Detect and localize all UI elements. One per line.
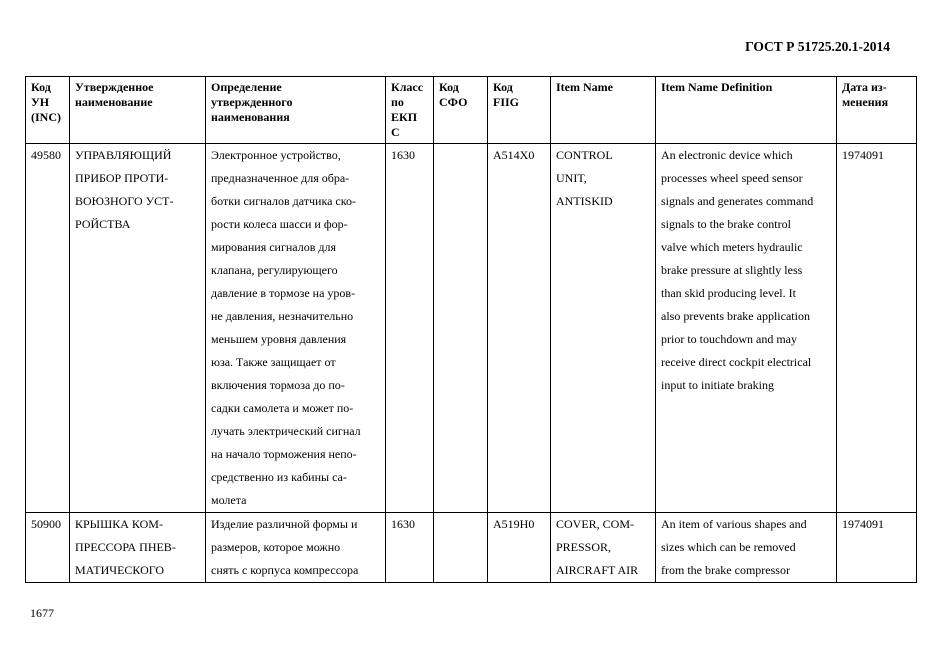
cell-line: снять с корпуса компрессора xyxy=(211,563,359,577)
cell-item-name-definition xyxy=(656,144,837,513)
header-line: Код xyxy=(493,80,513,94)
cell-class: 1630 xyxy=(386,513,434,583)
cell-inc: 49580 xyxy=(26,144,70,513)
cell-line: prior to touchdown and may xyxy=(661,332,797,346)
cell-line: than skid producing level. It xyxy=(661,286,796,300)
header-line: СФО xyxy=(439,95,468,109)
header-inc xyxy=(26,77,70,144)
cell-line: processes wheel speed sensor xyxy=(661,171,803,185)
header-line: ЕКП xyxy=(391,110,418,124)
cell-fiig-code: A514X0 xyxy=(488,144,551,513)
cell-line: ПРЕССОРА ПНЕВ- xyxy=(75,540,176,554)
cell-change-date: 1974091 xyxy=(837,144,917,513)
header-line: Утвержденное xyxy=(75,80,154,94)
cell-line: Электронное устройство, xyxy=(211,148,341,162)
table-header-row xyxy=(26,77,917,144)
cell-line: на начало торможения непо- xyxy=(211,447,357,461)
header-line: Item Name xyxy=(556,80,613,94)
page-number: 1677 xyxy=(30,606,54,620)
header-line: наименование xyxy=(75,95,153,109)
cell-change-date: 1974091 xyxy=(837,513,917,583)
header-class xyxy=(386,77,434,144)
cell-line: CONTROL xyxy=(556,148,613,162)
cell-line: input to initiate braking xyxy=(661,378,774,392)
cell-line: средственно из кабины са- xyxy=(211,470,347,484)
cell-line: садки самолета и может по- xyxy=(211,401,354,415)
nomenclature-table xyxy=(25,76,917,583)
cell-line: sizes which can be removed xyxy=(661,540,796,554)
header-line: по xyxy=(391,95,404,109)
header-line: Код xyxy=(439,80,459,94)
cell-line: UNIT, xyxy=(556,171,587,185)
cell-line: ВОЮЗНОГО УСТ- xyxy=(75,194,174,208)
table-row xyxy=(26,144,917,513)
header-line: Item Name Definition xyxy=(661,80,773,94)
cell-line: включения тормоза до по- xyxy=(211,378,345,392)
table-row xyxy=(26,513,917,583)
header-line: С xyxy=(391,125,400,139)
cell-line: An item of various shapes and xyxy=(661,517,807,531)
cell-item-name xyxy=(551,513,656,583)
cell-line: also prevents brake application xyxy=(661,309,810,323)
cell-line: ботки сигналов датчика ско- xyxy=(211,194,356,208)
header-line: Класс xyxy=(391,80,424,94)
header-approved-name xyxy=(70,77,206,144)
cell-line: предназначенное для обра- xyxy=(211,171,350,185)
header-line: наименования xyxy=(211,110,290,124)
header-line: FIIG xyxy=(493,95,520,109)
cell-sfo-code xyxy=(434,513,488,583)
cell-line: Изделие различной формы и xyxy=(211,517,358,531)
cell-line: PRESSOR, xyxy=(556,540,612,554)
cell-line: размеров, которое можно xyxy=(211,540,341,554)
cell-line: лучать электрический сигнал xyxy=(211,424,361,438)
header-sfo-code xyxy=(434,77,488,144)
cell-line: юза. Также защищает от xyxy=(211,355,336,369)
cell-name-definition xyxy=(206,144,386,513)
cell-line: signals to the brake control xyxy=(661,217,791,231)
cell-item-name xyxy=(551,144,656,513)
header-line: менения xyxy=(842,95,889,109)
cell-line: молета xyxy=(211,493,247,507)
cell-line: COVER, COM- xyxy=(556,517,635,531)
cell-line: давление в тормозе на уров- xyxy=(211,286,356,300)
cell-sfo-code xyxy=(434,144,488,513)
header-name-definition xyxy=(206,77,386,144)
cell-approved-name xyxy=(70,513,206,583)
cell-fiig-code: A519H0 xyxy=(488,513,551,583)
cell-line: не давления, незначительно xyxy=(211,309,354,323)
header-line: Код xyxy=(31,80,51,94)
cell-line: brake pressure at slightly less xyxy=(661,263,803,277)
header-line: (INC) xyxy=(31,110,61,124)
header-change-date xyxy=(837,77,917,144)
header-line: УН xyxy=(31,95,50,109)
cell-line: меньшем уровня давления xyxy=(211,332,347,346)
cell-item-name-definition xyxy=(656,513,837,583)
cell-line: ПРИБОР ПРОТИ- xyxy=(75,171,169,185)
header-item-name-definition xyxy=(656,77,837,144)
cell-line: ANTISKID xyxy=(556,194,613,208)
cell-line: AIRCRAFT AIR xyxy=(556,563,639,577)
header-fiig-code xyxy=(488,77,551,144)
cell-line: МАТИЧЕСКОГО xyxy=(75,563,165,577)
cell-line: valve which meters hydraulic xyxy=(661,240,803,254)
document-header-standard: ГОСТ Р 51725.20.1-2014 xyxy=(745,39,890,54)
cell-line: from the brake compressor xyxy=(661,563,790,577)
cell-name-definition xyxy=(206,513,386,583)
cell-line: рости колеса шасси и фор- xyxy=(211,217,348,231)
cell-line: УПРАВЛЯЮЩИЙ xyxy=(75,148,172,162)
cell-line: An electronic device which xyxy=(661,148,793,162)
header-line: Дата из- xyxy=(842,80,887,94)
cell-inc: 50900 xyxy=(26,513,70,583)
cell-line: мирования сигналов для xyxy=(211,240,337,254)
header-line: Определение xyxy=(211,80,282,94)
cell-line: клапана, регулирующего xyxy=(211,263,338,277)
header-item-name xyxy=(551,77,656,144)
cell-class: 1630 xyxy=(386,144,434,513)
cell-line: КРЫШКА КОМ- xyxy=(75,517,163,531)
header-line: утвержденного xyxy=(211,95,293,109)
cell-line: receive direct cockpit electrical xyxy=(661,355,812,369)
cell-line: signals and generates command xyxy=(661,194,814,208)
cell-line: РОЙСТВА xyxy=(75,217,131,231)
cell-approved-name xyxy=(70,144,206,513)
